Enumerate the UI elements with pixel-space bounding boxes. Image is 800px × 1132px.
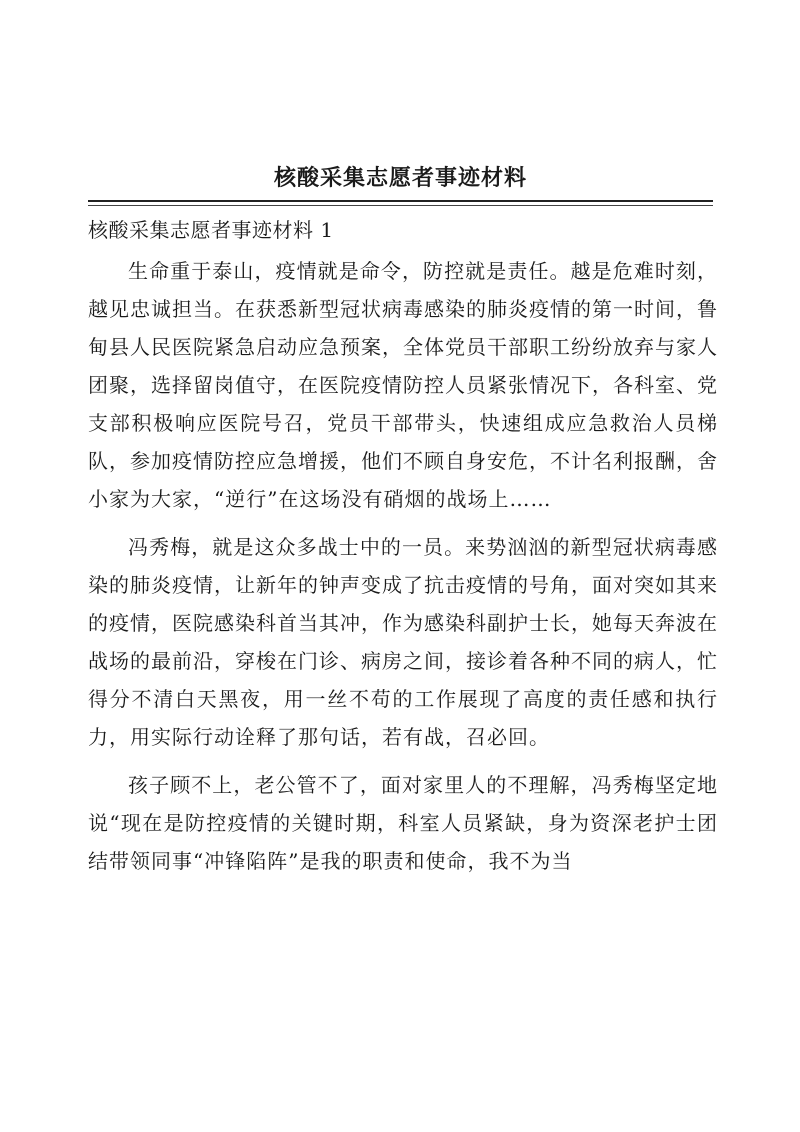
document-title: 核酸采集志愿者事迹材料 <box>273 165 527 191</box>
paragraph-1: 生命重于泰山，疫情就是命令，防控就是责任。越是危难时刻，越见忠诚担当。在获悉新型冠状病毒感染的肺炎疫情的第一时间，鲁甸县人民医院紧急启动应急预案，全体党员干部职工纷纷放弃与家人团聚，选择留岗值守，在医院疫情防控人员紧张情况下，各科室、党支部积极响应医院号召，党员干部带头，快速组成应急救治人员梯队，参加疫情防控应急增援，他们不顾自身安危，不计名利报酬，舍小家为大家，“逆行”在这场没有硝烟的战场上…… <box>88 259 718 511</box>
paragraph-3: 孩子顾不上，老公管不了，面对家里人的不理解，冯秀梅坚定地说“现在是防控疫情的关键时期，科室人员紧缺，身为资深老护士团结带领同事“冲锋陷阵”是我的职责和使命，我不为当 <box>88 773 718 873</box>
title-divider-thin <box>88 205 713 206</box>
section-heading: 核酸采集志愿者事迹材料 1 <box>88 218 334 242</box>
body-text <box>88 252 718 890</box>
paragraph-2: 冯秀梅，就是这众多战士中的一员。来势汹汹的新型冠状病毒感染的肺炎疫情，让新年的钟声变成了抗击疫情的号角，面对突如其来的疫情，医院感染科首当其冲，作为感染科副护士长，她每天奔波在战场的最前沿，穿梭在门诊、病房之间，接诊着各种不同的病人，忙得分不清白天黑夜，用一丝不苟的工作展现了高度的责任感和执行力，用实际行动诠释了那句话，若有战，召必回。 <box>88 535 718 749</box>
title-divider <box>88 200 713 202</box>
